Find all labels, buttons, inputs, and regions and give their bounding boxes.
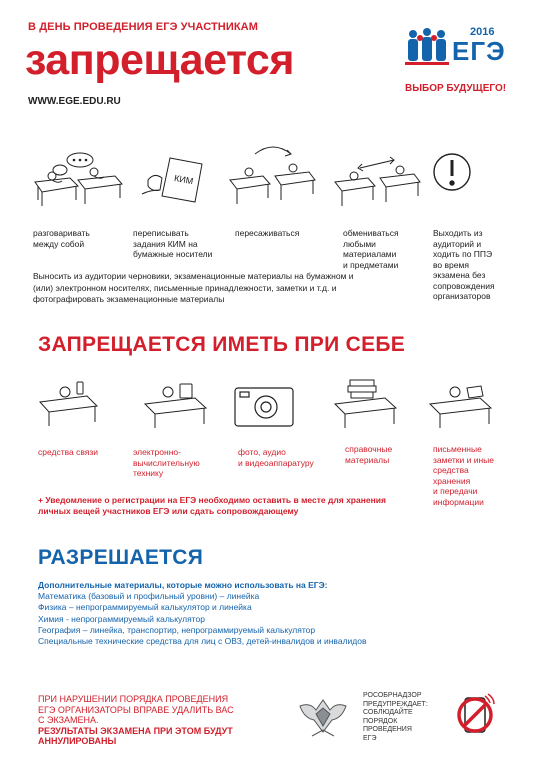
agency-line: ЕГЭ: [363, 734, 377, 742]
action-label-leaving: Выходить из аудиторий и ходить по ППЭ во время экзамена без сопровождения организаторов: [433, 228, 495, 301]
item-label-calculator: электронно- вычислительную технику: [133, 447, 200, 478]
item-label-books: справочные материалы: [345, 444, 393, 465]
warning-line: ПРИ НАРУШЕНИИ ПОРЯДКА ПРОВЕДЕНИЯ: [38, 694, 229, 704]
changing-seats-icon: [225, 140, 320, 210]
long-note: Выносить из аудитории черновики, экзаменационные материалы на бумажном и (или) электронном носителях, письменные принадлежности, заметки и т.д. и фотографировать экзаменационные материалы: [33, 271, 354, 304]
agency-line: ПРОВЕДЕНИЯ: [363, 726, 412, 734]
logo-slogan: ВЫБОР БУДУЩЕГО!: [405, 83, 507, 94]
action-label-copying: переписывать задания КИМ на бумажные носители: [133, 228, 213, 259]
action-label-talking: разговаривать между собой: [33, 228, 90, 249]
action-label-seats: пересаживаться: [235, 228, 300, 238]
website-link[interactable]: WWW.EGE.EDU.RU: [28, 96, 121, 107]
item-label-camera: фото, аудио и видеоаппаратуру: [238, 447, 314, 468]
warning-bold-line: АННУЛИРОВАНЫ: [38, 736, 117, 746]
copying-kim-icon: [140, 150, 215, 210]
books-icon: [330, 376, 405, 428]
page-title: запрещается: [25, 36, 294, 84]
registration-notice: + Уведомление о регистрации на ЕГЭ необходимо оставить в месте для хранения личных вещей участников ЕГЭ или сдать сопровождающему: [38, 495, 386, 516]
exclamation-icon: [430, 150, 475, 200]
violation-warning: [38, 694, 288, 747]
camera-icon: [230, 380, 300, 430]
allowed-list: [38, 580, 398, 647]
item-label-notes: письменные заметки и иные средства хранения и передачи информации: [433, 444, 495, 507]
allowed-line: Специальные технические средства для лиц с ОВЗ, детей-инвалидов и инвалидов: [38, 636, 367, 647]
agency-line: ПРЕДУПРЕЖДАЕТ:: [363, 700, 428, 708]
agency-warning: [363, 692, 443, 744]
exchanging-materials-icon: [330, 150, 425, 210]
warning-line: ЕГЭ ОРГАНИЗАТОРЫ ВПРАВЕ УДАЛИТЬ ВАС: [38, 704, 234, 715]
allowed-title: РАЗРЕШАЕТСЯ: [38, 546, 204, 569]
calculator-icon: [140, 378, 215, 428]
warning-line: С ЭКЗАМЕНА.: [38, 715, 99, 725]
allowed-line: Физика – непрограммируемый калькулятор и линейка: [38, 602, 252, 613]
svg-text:КИМ: КИМ: [173, 173, 195, 187]
warning-bold-line: РЕЗУЛЬТАТЫ ЭКЗАМЕНА ПРИ ЭТОМ БУДУТ: [38, 725, 233, 736]
prohibited-items-title: ЗАПРЕЩАЕТСЯ ИМЕТЬ ПРИ СЕБЕ: [38, 333, 406, 356]
allowed-line: География – линейка, транспортир, непрограммируемый калькулятор: [38, 624, 316, 635]
logo-word: ЕГЭ: [452, 36, 506, 66]
rosobrnadzor-emblem-icon: [296, 692, 350, 744]
phone-icon: [35, 378, 105, 428]
allowed-intro: Дополнительные материалы, которые можно использовать на ЕГЭ:: [38, 580, 328, 590]
no-phone-icon: [452, 690, 498, 738]
agency-line: РОСОБРНАДЗОР: [363, 692, 422, 699]
agency-line: СОБЛЮДАЙТЕ: [363, 709, 413, 717]
allowed-line: Химия - непрограммируемый калькулятор: [38, 613, 205, 624]
agency-line: ПОРЯДОК: [363, 717, 398, 725]
notes-icon: [425, 380, 500, 430]
logo-year: 2016: [470, 26, 495, 38]
allowed-line: Математика (базовый и профильный уровни) – линейка: [38, 591, 260, 602]
talking-students-icon: [30, 150, 125, 210]
header-tagline: В ДЕНЬ ПРОВЕДЕНИЯ ЕГЭ УЧАСТНИКАМ: [28, 21, 258, 33]
item-label-phone: средства связи: [38, 447, 99, 457]
action-label-exchange: обмениваться любыми материалами и предметами: [343, 228, 399, 270]
